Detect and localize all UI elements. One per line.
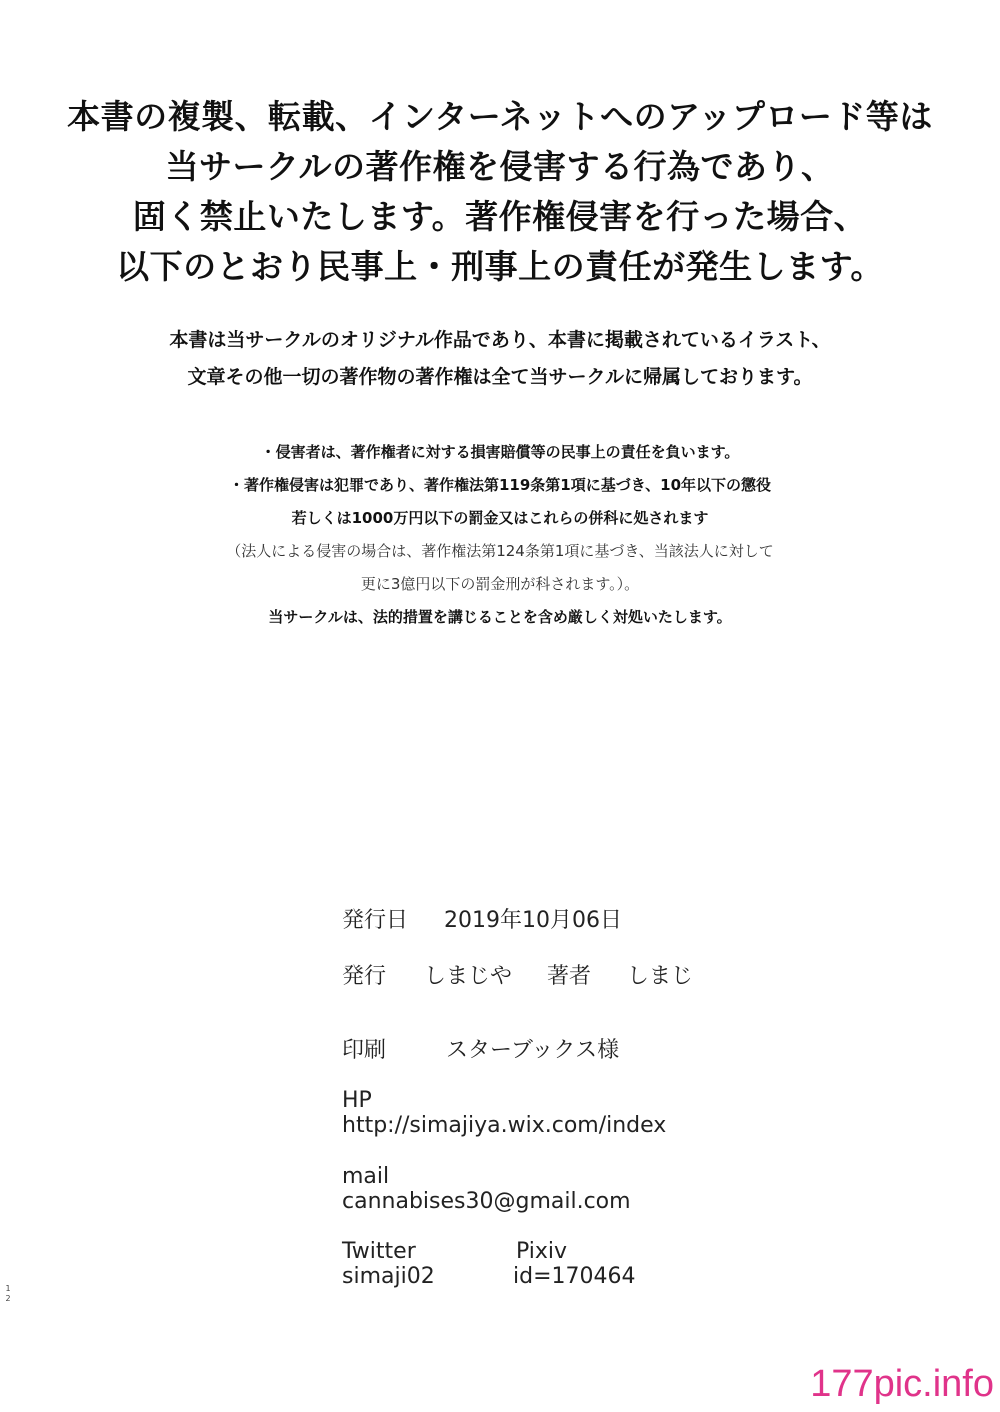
author-value: しまじ xyxy=(627,964,694,989)
penalty-line-action: 当サークルは、法的措置を講じることを含め厳しく対処いたします。 xyxy=(268,608,732,626)
penalty-list xyxy=(0,436,1000,634)
hp-url-link[interactable]: http://simajiya.wix.com/index xyxy=(342,1113,667,1138)
author-label: 著者 xyxy=(547,964,592,989)
pixiv-id: id=170464 xyxy=(513,1264,636,1289)
printer-row xyxy=(342,1038,619,1063)
notice-line-2: 文章その他一切の著作物の著作権は全て当サークルに帰属しております。 xyxy=(187,366,813,388)
notice-line-1: 本書は当サークルのオリジナル作品であり、本書に掲載されているイラスト、 xyxy=(169,329,831,351)
twitter-handle: simaji02 xyxy=(342,1264,435,1289)
warning-line-2: 当サークルの著作権を侵害する行為であり、 xyxy=(165,147,835,186)
warning-line-4: 以下のとおり民事上・刑事上の責任が発生します。 xyxy=(116,247,884,286)
issue-date-row xyxy=(342,908,622,933)
publisher-row xyxy=(342,964,512,989)
author-row xyxy=(547,964,693,989)
hp-label: HP xyxy=(342,1088,372,1113)
ownership-notice xyxy=(0,322,1000,396)
warning-line-1: 本書の複製、転載、インターネットへのアップロード等は xyxy=(67,97,933,136)
site-watermark: 177pic.info xyxy=(810,1363,994,1405)
page-number xyxy=(4,1284,12,1304)
copyright-warning xyxy=(0,92,1000,292)
printer-value: スターブックス様 xyxy=(446,1038,620,1063)
mail-address-link[interactable]: cannabises30@gmail.com xyxy=(342,1189,631,1214)
penalty-line-corporate: （法人による侵害の場合は、著作権法第124条第1項に基づき、当該法人に対して xyxy=(226,542,774,560)
penalty-line-civil: ・侵害者は、著作権者に対する損害賠償等の民事上の責任を負います。 xyxy=(260,443,740,461)
warning-line-3: 固く禁止いたします。著作権侵害を行った場合、 xyxy=(132,197,868,236)
mail-label: mail xyxy=(342,1164,390,1189)
publisher-value: しまじや xyxy=(424,964,513,989)
issue-date-label: 発行日 xyxy=(342,908,409,933)
penalty-line-criminal: ・著作権侵害は犯罪であり、著作権法第119条第1項に基づき、10年以下の懲役 xyxy=(228,476,772,494)
page-number-digit-top: 1 xyxy=(5,1284,11,1293)
pixiv-label: Pixiv xyxy=(516,1239,568,1264)
issue-date-value: 2019年10月06日 xyxy=(444,908,622,933)
printer-label: 印刷 xyxy=(342,1038,387,1063)
penalty-line-fine: 若しくは1000万円以下の罰金又はこれらの併科に処されます xyxy=(291,509,709,527)
penalty-line-corporate-fine: 更に3億円以下の罰金刑が科されます。）。 xyxy=(360,575,640,593)
twitter-label: Twitter xyxy=(342,1239,416,1264)
page-number-digit-bottom: 2 xyxy=(5,1294,11,1303)
publisher-label: 発行 xyxy=(342,964,387,989)
